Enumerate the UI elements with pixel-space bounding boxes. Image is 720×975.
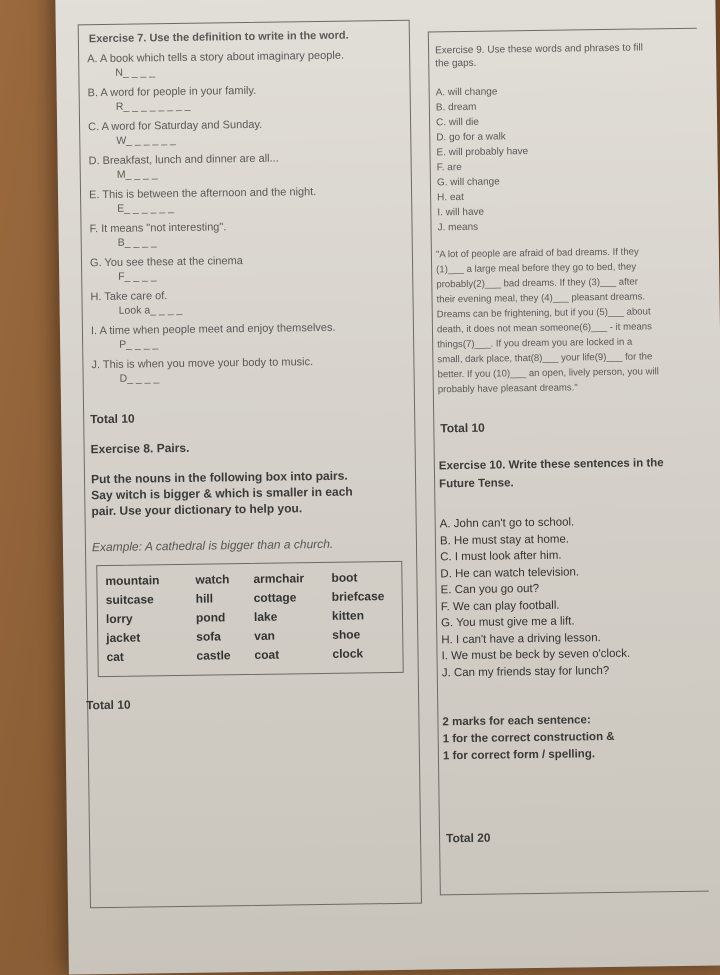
left-column — [78, 20, 422, 909]
passage-line: (1)___ a large meal before they go to bed, they — [436, 261, 637, 276]
answer-hint: M_ _ _ _ — [116, 168, 158, 181]
noun-cell: mountain — [105, 573, 160, 589]
title-line: Future Tense. — [439, 477, 514, 491]
word-option: F. are — [436, 161, 462, 174]
word-option: A. will change — [435, 86, 498, 99]
passage-line: death, it does not mean someone(6)___ - it means — [436, 321, 652, 336]
definition-item: J. This is when you move your body to music. — [91, 356, 314, 372]
passage-line: "A lot of people are afraid of bad dreams. If they — [435, 246, 639, 261]
noun-cell: briefcase — [331, 589, 385, 604]
word-option: H. eat — [437, 191, 464, 204]
title-line: the gaps. — [435, 57, 477, 70]
passage-line: their evening meal, they (4)___ pleasant dreams. — [436, 291, 646, 306]
word-grid — [97, 562, 401, 665]
answer-hint: N_ _ _ _ — [115, 66, 156, 79]
sentence-item: J. Can my friends stay for lunch? — [441, 664, 610, 679]
definition-item: D. Breakfast, lunch and dinner are all... — [88, 152, 279, 168]
passage-line: Dreams can be frightening, but if you (5)___ about — [436, 306, 651, 321]
answer-hint: W_ _ _ _ _ _ — [116, 133, 176, 147]
sentence-item: I. We must be beck by seven o'clock. — [441, 647, 631, 663]
marking-line: 1 for correct form / spelling. — [442, 748, 596, 763]
noun-cell: boot — [331, 570, 358, 585]
answer-hint: P_ _ _ _ — [119, 338, 159, 351]
passage-line: things(7)___. If you dream you are locked in a — [437, 336, 633, 351]
word-option: C. will die — [436, 116, 479, 129]
answer-hint: R_ _ _ _ _ _ _ _ — [115, 99, 191, 113]
sentence-item: D. He can watch television. — [440, 565, 580, 580]
exercise-9-title — [429, 29, 697, 70]
noun-cell: cottage — [253, 590, 297, 605]
answer-hint: B_ _ _ _ — [117, 236, 157, 249]
definition-item: A. A book which tells a story about imaginary people. — [87, 49, 345, 66]
answer-hint: Look a_ _ _ _ — [118, 303, 183, 317]
instruction-line: Put the nouns in the following box into pairs. — [90, 468, 348, 487]
exercise-7-title: Exercise 7. Use the definition to write in the word. — [88, 29, 349, 46]
noun-cell: kitten — [331, 608, 365, 623]
sentence-item: G. You must give me a lift. — [440, 615, 575, 630]
answer-hint: F_ _ _ _ — [118, 270, 157, 283]
definition-item: E. This is between the afternoon and the night. — [88, 186, 317, 202]
noun-cell: cat — [106, 649, 124, 665]
sentence-item: F. We can play football. — [440, 599, 560, 613]
word-option: D. go for a walk — [436, 131, 506, 144]
marking-line: 1 for the correct construction & — [442, 730, 615, 746]
title-line: Exercise 9. Use these words and phrases to fill — [435, 42, 644, 57]
exercise-9-total: Total 10 — [440, 420, 485, 436]
passage-line: better. If you (10)___ an open, lively person, you will — [437, 366, 659, 381]
noun-cell: lorry — [105, 611, 133, 627]
sentence-item: H. I can't have a driving lesson. — [441, 631, 601, 646]
word-option: G. will change — [436, 176, 500, 189]
word-option: E. will probably have — [436, 146, 529, 159]
noun-cell: van — [254, 628, 276, 643]
exercise-8-title: Exercise 8. Pairs. — [90, 440, 190, 457]
noun-cell: clock — [332, 646, 364, 661]
definition-item: F. It means "not interesting". — [89, 221, 227, 236]
sentence-item: C. I must look after him. — [440, 549, 562, 564]
sentence-item: B. He must stay at home. — [439, 533, 570, 547]
noun-cell: jacket — [106, 630, 141, 646]
right-column — [428, 28, 709, 896]
noun-cell: sofa — [196, 629, 222, 644]
passage-line: probably have pleasant dreams." — [437, 382, 578, 396]
definition-item: C. A word for Saturday and Sunday. — [88, 118, 263, 134]
noun-cell: coat — [254, 647, 280, 662]
passage-line: probably(2)___ bad dreams. If they (3)___ after — [436, 276, 639, 291]
noun-cell: lake — [253, 609, 278, 624]
word-option: B. dream — [435, 101, 477, 114]
noun-cell: armchair — [253, 571, 305, 586]
definition-item: B. A word for people in your family. — [87, 84, 257, 100]
noun-cell: hill — [195, 591, 214, 606]
word-box — [96, 561, 404, 677]
noun-cell: pond — [195, 610, 226, 625]
word-option: I. will have — [437, 206, 485, 219]
word-option: J. means — [437, 221, 479, 234]
definition-item: H. Take care of. — [90, 290, 168, 304]
definition-item: G. You see these at the cinema — [89, 255, 243, 270]
instruction-line: pair. Use your dictionary to help you. — [91, 501, 303, 519]
exercise-7-total: Total 10 — [90, 411, 135, 427]
title-line: Exercise 10. Write these sentences in the — [438, 457, 664, 473]
sentence-item: A. John can't go to school. — [439, 516, 575, 531]
noun-cell: shoe — [332, 627, 361, 642]
passage-line: small, dark place, that(8)___ your life(9)___ for the — [437, 351, 653, 366]
marking-line: 2 marks for each sentence: — [442, 714, 591, 729]
exercise-8-total: Total 10 — [86, 697, 131, 713]
noun-cell: castle — [196, 648, 231, 663]
answer-hint: E_ _ _ _ _ _ — [117, 202, 174, 215]
noun-cell: watch — [195, 572, 230, 587]
sentence-item: E. Can you go out? — [440, 582, 540, 597]
noun-cell: suitcase — [105, 592, 154, 608]
instruction-line: Say witch is bigger & which is smaller in each — [91, 484, 353, 503]
exercise-10-total: Total 20 — [445, 830, 491, 846]
definition-item: I. A time when people meet and enjoy themselves. — [90, 321, 336, 338]
exercise-8-example: Example: A cathedral is bigger than a church. — [91, 536, 334, 555]
answer-hint: D_ _ _ _ — [119, 372, 160, 385]
worksheet-page — [55, 0, 720, 975]
